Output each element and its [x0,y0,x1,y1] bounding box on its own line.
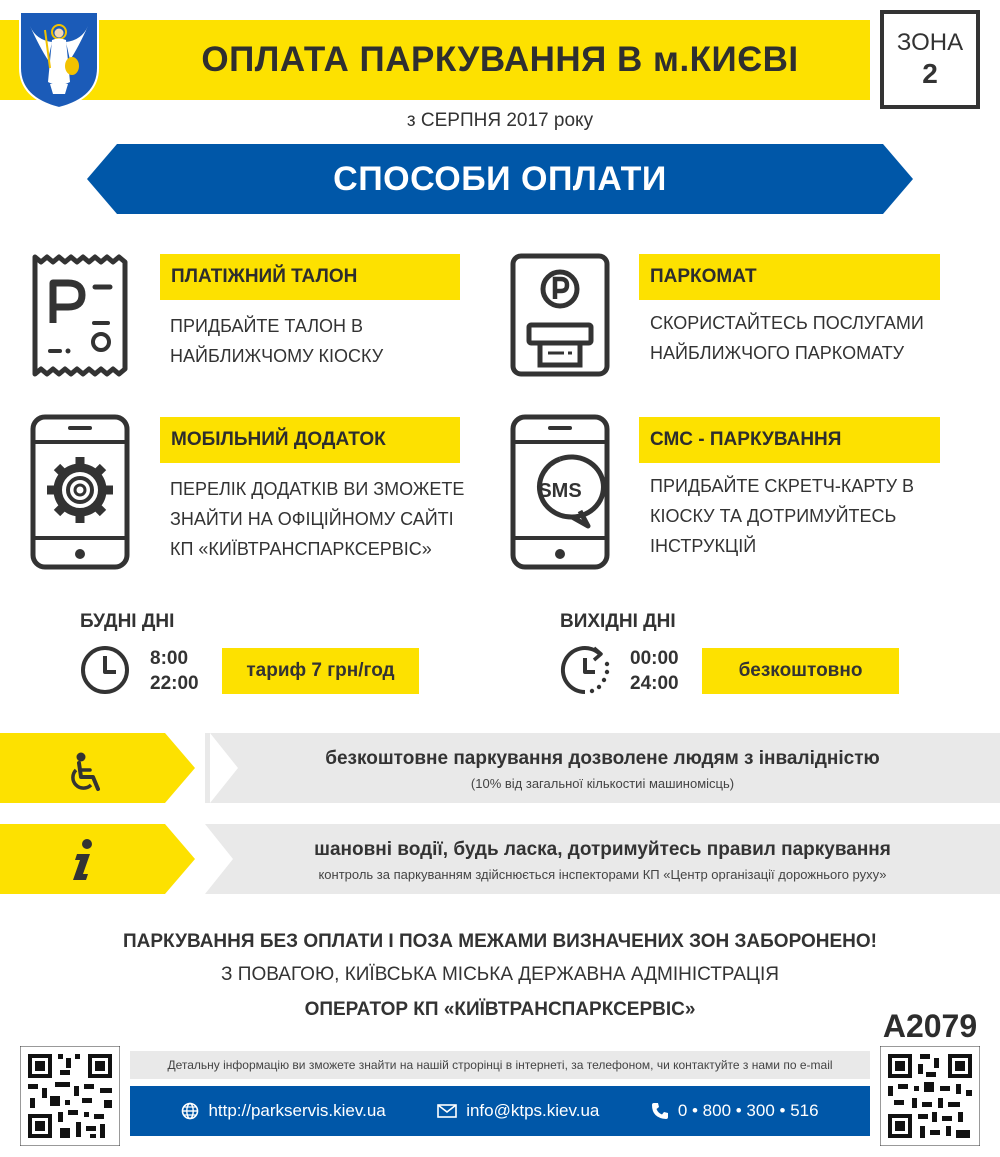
email-link[interactable] [437,1101,599,1121]
notice-rules-main: шановні водії, будь ласка, дотримуйтесь правил паркування [314,839,891,860]
end-time: 22:00 [150,673,199,694]
mobile-app-gear-icon [30,414,130,570]
clock-partial-icon [560,645,612,695]
weekdays-heading: БУДНІ ДНІ [80,611,175,632]
footer-operator: ОПЕРАТОР КП «КИЇВТРАНСПАРКСЕРВІС» [304,999,696,1020]
method-app-label: МОБІЛЬНИЙ ДОДАТОК [160,417,460,463]
phone-link[interactable] [651,1101,819,1121]
zone-label: ЗОНА [896,28,964,56]
desc-line: ПЕРЕЛІК ДОДАТКІВ ВИ ЗМОЖЕТЕ [170,479,465,499]
phone-text: 0 • 800 • 300 • 516 [677,1101,819,1120]
zone-box [880,10,980,109]
page-title: ОПЛАТА ПАРКУВАННЯ В м.КИЄВІ [201,40,799,79]
desc-line: ПРИДБАЙТЕ ТАЛОН В [170,316,364,336]
notice-disability-main: безкоштовне паркування дозволене людям з інвалідністю [325,748,880,769]
parking-meter-icon [510,253,610,377]
clock-icon [80,645,130,695]
desc-line: КІОСКУ ТА ДОТРИМУЙТЕСЬ [650,506,897,526]
envelope-icon [437,1104,457,1118]
qr-code-left[interactable] [20,1046,120,1146]
start-time: 8:00 [150,648,189,669]
wheelchair-icon [67,752,105,792]
method-sms-desc [650,471,950,561]
notice-rules-sub: контроль за паркуванням здійснюється інспекторами КП «Центр організації дорожнього руху» [318,867,887,882]
banner-title: СПОСОБИ ОПЛАТИ [333,159,667,198]
qr-code-right[interactable] [880,1046,980,1146]
parking-ticket-icon [30,253,130,377]
phone-icon [651,1102,669,1120]
footer-regards: З ПОВАГОЮ, КИЇВСЬКА МІСЬКА ДЕРЖАВНА АДМІНІСТРАЦІЯ [221,964,779,985]
end-time: 24:00 [630,673,679,694]
weekends-tariff: безкоштовно [702,648,899,694]
kyiv-coat-of-arms-icon [18,10,100,110]
weekends-times [630,646,679,696]
desc-line: ПРИДБАЙТЕ СКРЕТЧ-КАРТУ В [650,476,915,496]
notice-arrows [0,733,235,803]
footer-info-bar: Детальну інформацію ви зможете знайти на нашій строрінці в інтернеті, за телефоном, чи контактуйте з нами по e-mail [130,1051,870,1079]
weekdays-tariff: тариф 7 грн/год [222,648,419,694]
desc-line: ЗНАЙТИ НА ОФІЦІЙНОМУ САЙТІ [170,509,454,529]
sign-code: A2079 [882,1008,978,1044]
notice-arrows [0,824,235,894]
weekends-heading: ВИХІДНІ ДНІ [560,611,676,632]
method-app-desc [170,474,480,564]
method-meter-desc [650,308,950,368]
weekdays-times [150,646,199,696]
zone-number: 2 [922,57,938,89]
method-meter-label: ПАРКОМАТ [639,254,940,300]
globe-icon [181,1102,199,1120]
sms-text: SMS [538,480,582,502]
desc-line: КП «КИЇВТРАНСПАРКСЕРВІС» [170,539,432,559]
method-ticket-label: ПЛАТІЖНИЙ ТАЛОН [160,254,460,300]
desc-line: НАЙБЛИЖЧОГО ПАРКОМАТУ [650,343,905,363]
notice-disability-sub: (10% від загальної кількостиі машиномісць) [470,776,735,791]
sms-phone-icon [510,414,610,570]
subtitle: з СЕРПНЯ 2017 року [406,110,594,131]
method-ticket-desc [170,311,470,371]
start-time: 00:00 [630,648,679,669]
info-icon [70,838,98,882]
email-text: info@ktps.kiev.ua [466,1101,600,1120]
desc-line: НАЙБЛИЖЧОМУ КІОСКУ [170,346,384,366]
website-text: http://parkservis.kiev.ua [208,1101,386,1120]
desc-line: СКОРИСТАЙТЕСЬ ПОСЛУГАМИ [650,313,924,333]
website-link[interactable] [181,1101,385,1121]
method-sms-label: СМС - ПАРКУВАННЯ [639,417,940,463]
footer-warning: ПАРКУВАННЯ БЕЗ ОПЛАТИ І ПОЗА МЕЖАМИ ВИЗНАЧЕНИХ ЗОН ЗАБОРОНЕНО! [123,931,877,952]
contact-bar [130,1086,870,1136]
desc-line: ІНСТРУКЦІЙ [650,536,757,556]
